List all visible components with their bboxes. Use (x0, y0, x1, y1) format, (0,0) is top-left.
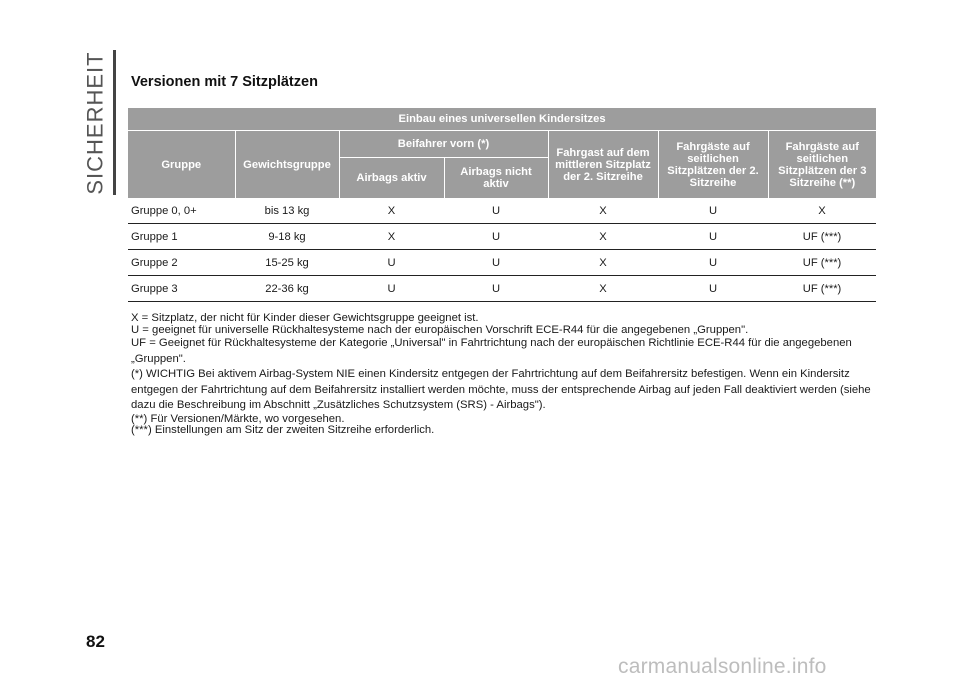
cell-gruppe: Gruppe 2 (128, 250, 235, 276)
cell-airbags-nicht-aktiv: U (444, 224, 548, 250)
table-row (128, 224, 876, 250)
cell-gruppe: Gruppe 1 (128, 224, 235, 250)
header-gewichtsgruppe: Gewichtsgruppe (235, 131, 339, 199)
watermark: carmanualsonline.info (618, 655, 827, 678)
footnote-settings: (***) Einstellungen am Sitz der zweiten Sitzreihe erforderlich. (131, 424, 435, 436)
page-number: 82 (86, 632, 105, 651)
table-header-row (128, 131, 876, 158)
cell-airbags-aktiv: X (339, 224, 444, 250)
cell-gewicht: 9-18 kg (235, 224, 339, 250)
cell-mittlerer-sitz: X (548, 198, 658, 224)
chapter-label (84, 50, 108, 195)
footnote-airbag: (*) WICHTIG Bei aktivem Airbag-System NIE einen Kindersitz entgegen der Fahrtrichtung auf dem Beifahrersitz befestigen. Wenn ein Kindersitz entgegen der Fahrtrichtung auf dem Beifahrersitz installiert werden möchte, muss der entsprechende Airbag auf jeden Fall deaktiviert werden (siehe dazu die Beschreibung im Abschnitt „Zusätzliches Schutzsystem (SRS) - Airbags"). (131, 368, 871, 411)
cell-seitlich-reihe-2: U (658, 250, 768, 276)
legend-x: X = Sitzplatz, der nicht für Kinder dieser Gewichtsgruppe geeignet ist. (131, 312, 479, 324)
cell-mittlerer-sitz: X (548, 250, 658, 276)
legend-uf: UF = Geeignet für Rückhaltesysteme der Kategorie „Universal" in Fahrtrichtung nach der europäischen Richtlinie ECE-R44 für die angegebenen „Gruppen". (131, 337, 852, 365)
cell-airbags-nicht-aktiv: U (444, 198, 548, 224)
header-gruppe: Gruppe (128, 131, 235, 199)
chapter-rail (113, 50, 116, 195)
cell-gewicht: bis 13 kg (235, 198, 339, 224)
cell-seitlich-reihe-3: UF (***) (768, 224, 876, 250)
table-header-row (128, 108, 876, 131)
header-seitlich-reihe-2: Fahrgäste auf seitlichen Sitzplätzen der 2. Sitzreihe (658, 131, 768, 199)
cell-seitlich-reihe-3: X (768, 198, 876, 224)
chapter-label-text: SICHERHEIT (83, 50, 108, 195)
header-mittlerer-sitz: Fahrgast auf dem mittleren Sitzplatz der 2. Sitzreihe (548, 131, 658, 199)
cell-seitlich-reihe-2: U (658, 224, 768, 250)
cell-seitlich-reihe-2: U (658, 198, 768, 224)
cell-airbags-aktiv: U (339, 276, 444, 302)
table-group-header: Einbau eines universellen Kindersitzes (128, 108, 876, 131)
footnote-versions: (**) Für Versionen/Märkte, wo vorgesehen. (131, 412, 345, 425)
cell-airbags-nicht-aktiv: U (444, 250, 548, 276)
header-airbags-nicht-aktiv: Airbags nicht aktiv (444, 158, 548, 199)
cell-gruppe: Gruppe 3 (128, 276, 235, 302)
cell-seitlich-reihe-3: UF (***) (768, 276, 876, 302)
cell-airbags-aktiv: U (339, 250, 444, 276)
child-seat-table (128, 108, 876, 302)
header-airbags-aktiv: Airbags aktiv (339, 158, 444, 199)
legend (131, 313, 879, 437)
table-row (128, 250, 876, 276)
cell-gewicht: 15-25 kg (235, 250, 339, 276)
cell-airbags-aktiv: X (339, 198, 444, 224)
cell-mittlerer-sitz: X (548, 276, 658, 302)
table-row (128, 198, 876, 224)
section-title: Versionen mit 7 Sitzplätzen (131, 74, 318, 90)
cell-gruppe: Gruppe 0, 0+ (128, 198, 235, 224)
header-beifahrer: Beifahrer vorn (*) (339, 131, 548, 158)
cell-seitlich-reihe-2: U (658, 276, 768, 302)
cell-seitlich-reihe-3: UF (***) (768, 250, 876, 276)
cell-airbags-nicht-aktiv: U (444, 276, 548, 302)
table-row (128, 276, 876, 302)
cell-gewicht: 22-36 kg (235, 276, 339, 302)
cell-mittlerer-sitz: X (548, 224, 658, 250)
header-seitlich-reihe-3: Fahrgäste auf seitlichen Sitzplätzen der 3 Sitzreihe (**) (768, 131, 876, 199)
legend-u: U = geeignet für universelle Rückhaltesysteme nach der europäischen Vorschrift ECE-R44 für die angegebenen „Gruppen". (131, 323, 749, 336)
